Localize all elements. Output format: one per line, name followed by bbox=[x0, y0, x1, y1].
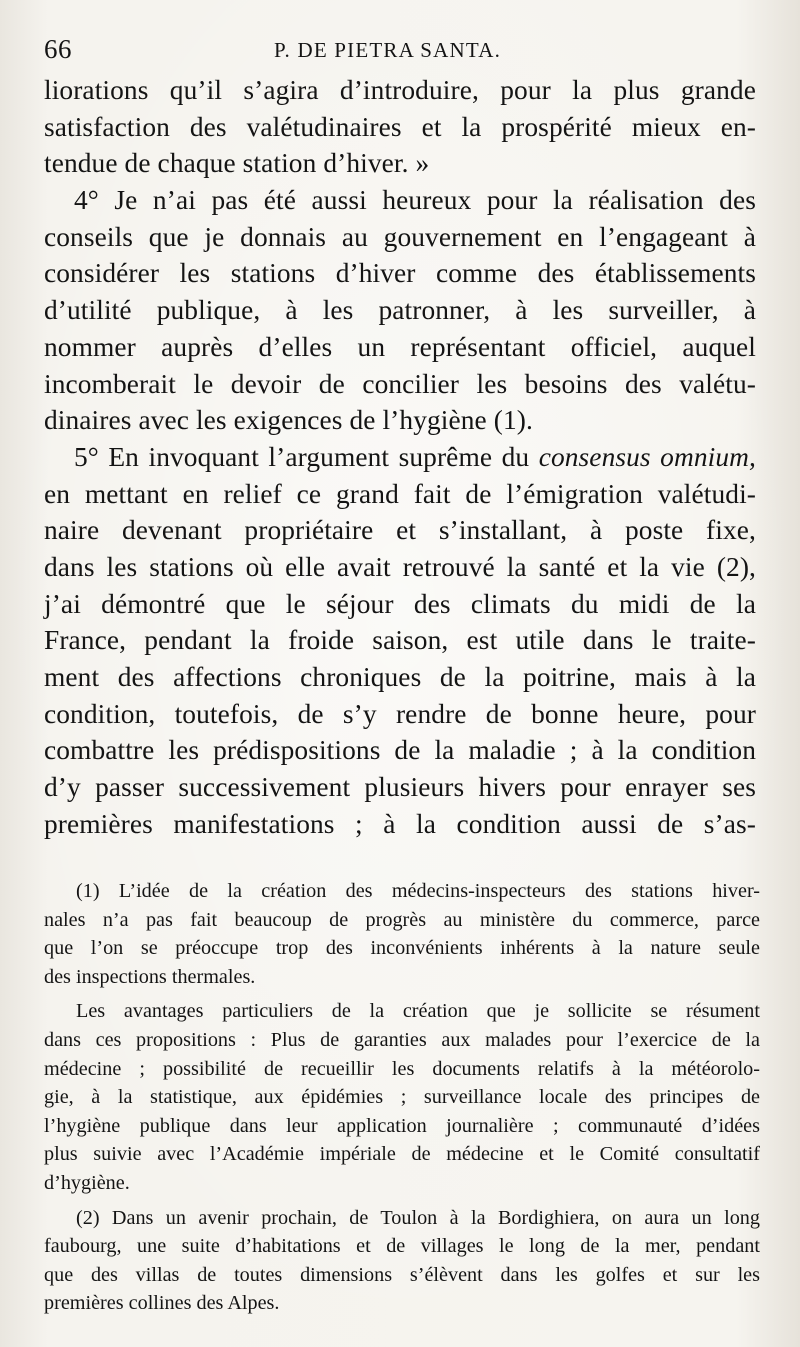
page-number: 66 bbox=[44, 34, 72, 64]
footnote-1-cont-line: dans ces propositions : Plus de garanties aux malades pour l’exercice de la bbox=[44, 1028, 760, 1051]
text-line: premières manifestations ; à la condition aussi de s’as- bbox=[44, 808, 756, 839]
footnote-1-line: (1) L’idée de la création des médecins-inspecteurs des stations hiver- bbox=[76, 880, 760, 902]
text-segment: 5° En invoquant l’argument suprême du bbox=[74, 441, 539, 472]
main-text bbox=[44, 72, 756, 842]
text-line: nommer auprès d’elles un représentant officiel, auquel bbox=[44, 331, 756, 362]
running-head: P. DE PIETRA SANTA. bbox=[274, 38, 502, 62]
footnote-1-line: que l’on se préoccupe trop des inconvénients inhérents à la nature seule bbox=[44, 937, 760, 960]
text-line: tendue de chaque station d’hiver. » bbox=[44, 148, 430, 179]
italic-phrase: consensus omnium, bbox=[538, 441, 756, 472]
text-line: liorations qu’il s’agira d’introduire, pour la plus grande bbox=[44, 75, 756, 105]
footnote-1-line: nales n’a pas fait beaucoup de progrès au ministère du commerce, parce bbox=[44, 908, 760, 931]
text-line: dinaires avec les exigences de l’hygiène (1). bbox=[44, 405, 533, 436]
text-line: d’y passer successivement plusieurs hivers pour enrayer ses bbox=[44, 772, 756, 803]
footnote-2-line: que des villas de toutes dimensions s’élèvent dans les golfes et sur les bbox=[44, 1263, 760, 1286]
text-line: 4° Je n’ai pas été aussi heureux pour la réalisation des bbox=[74, 185, 756, 216]
text-line: ment des affections chroniques de la poitrine, mais à la bbox=[44, 662, 756, 692]
text-line: incomberait le devoir de concilier les besoins des valétu- bbox=[44, 368, 756, 399]
text-line: dans les stations où elle avait retrouvé la santé et la vie (2), bbox=[44, 551, 756, 582]
footnote-1-cont-line: gie, à la statistique, aux épidémies ; surveillance locale des principes de bbox=[44, 1086, 760, 1109]
text-line: considérer les stations d’hiver comme des établissements bbox=[44, 258, 756, 289]
footnotes bbox=[44, 877, 760, 1318]
text-line: combattre les prédispositions de la maladie ; à la condition bbox=[44, 735, 756, 766]
text-line: d’utilité publique, à les patronner, à les surveiller, à bbox=[44, 295, 756, 326]
footnote-1-line: des inspections thermales. bbox=[44, 965, 256, 988]
footnote-1-cont-line: l’hygiène publique dans leur application journalière ; communauté d’idées bbox=[44, 1114, 760, 1137]
page-header bbox=[44, 30, 760, 70]
footnote-1-cont-line: plus suivie avec l’Académie impériale de médecine et le Comité consultatif bbox=[44, 1143, 760, 1166]
footnote-1-cont-line: médecine ; possibilité de recueillir les documents relatifs à la météorolo- bbox=[44, 1057, 760, 1080]
text-line: naire devenant propriétaire et s’installant, à poste fixe, bbox=[44, 515, 756, 546]
text-line: conseils que je donnais au gouvernement en l’engageant à bbox=[44, 221, 756, 252]
footnote-2-line: (2) Dans un avenir prochain, de Toulon à la Bordighiera, on aura un long bbox=[76, 1206, 760, 1229]
text-line: condition, toutefois, de s’y rendre de bonne heure, pour bbox=[44, 698, 756, 729]
footnote-2-line: premières collines des Alpes. bbox=[44, 1292, 280, 1315]
text-line: j’ai démontré que le séjour des climats du midi de la bbox=[44, 588, 756, 619]
text-line: France, pendant la froide saison, est utile dans le traite- bbox=[44, 625, 756, 656]
footnote-2-line: faubourg, une suite d’habitations et de villages le long de la mer, pendant bbox=[44, 1235, 760, 1258]
text-line-with-italic bbox=[44, 439, 756, 476]
text-line: satisfaction des valétudinaires et la prospérité mieux en- bbox=[44, 111, 756, 142]
footnote-1-cont-line: d’hygiène. bbox=[44, 1171, 130, 1194]
footnote-1-cont-line: Les avantages particuliers de la création que je sollicite se résument bbox=[76, 1000, 760, 1023]
text-line: en mettant en relief ce grand fait de l’émigration valétudi- bbox=[44, 478, 756, 509]
